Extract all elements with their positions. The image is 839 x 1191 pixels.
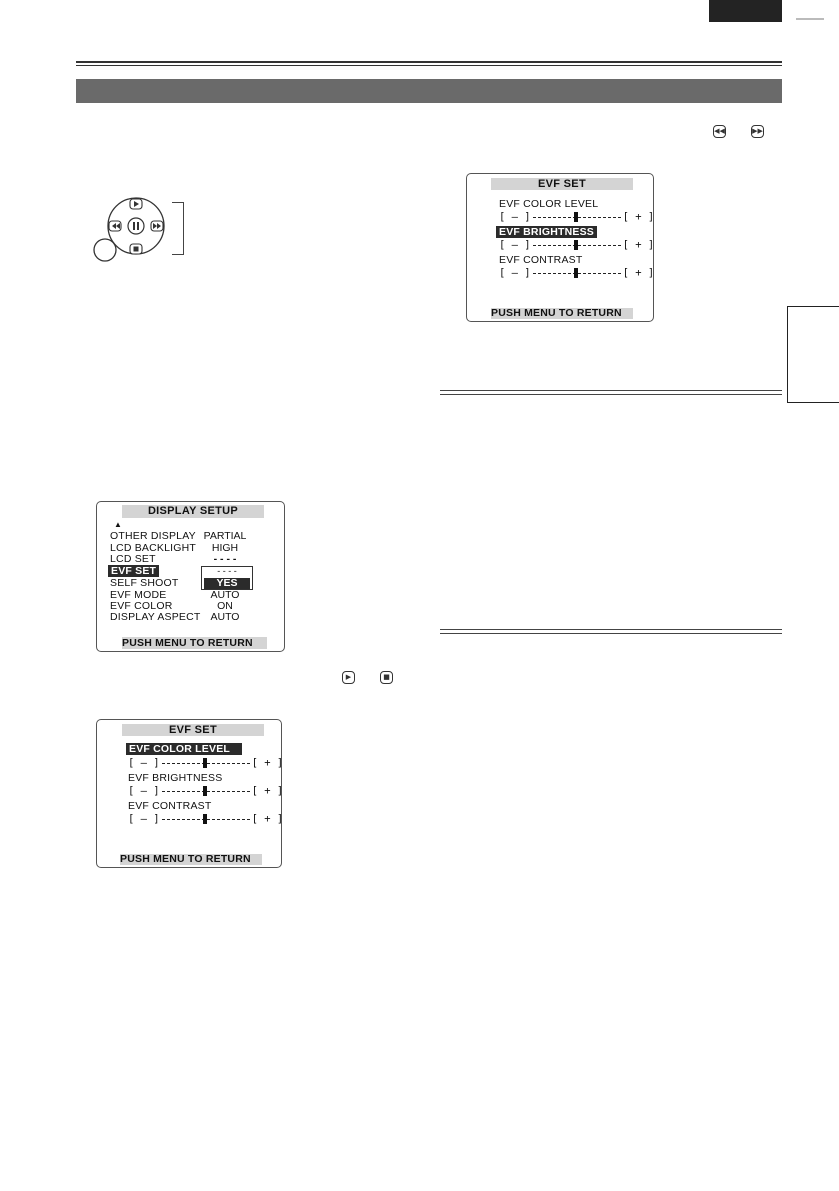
slider-minus-label: [ – ] (499, 239, 531, 251)
panel-title: DISPLAY SETUP (122, 505, 264, 518)
top-rule-thin (76, 65, 782, 66)
menu-item-self-shoot[interactable]: SELF SHOOT (110, 577, 179, 589)
menu-value-evf-color: ON (217, 600, 233, 612)
slider-minus-label: [ – ] (128, 757, 160, 769)
menu-item-evf-color[interactable]: EVF COLOR (110, 600, 173, 612)
panel-footer: PUSH MENU TO RETURN (491, 308, 633, 319)
brightness-slider[interactable] (499, 239, 654, 251)
rewind-icon: ◀◀ (713, 125, 726, 138)
slider-plus-label: [ + ] (622, 239, 655, 251)
slider-track (162, 763, 250, 764)
stop-icon: ■ (380, 671, 393, 684)
note-rule-top (440, 390, 782, 391)
panel-title: EVF SET (491, 178, 633, 190)
slider-knob[interactable] (203, 786, 207, 796)
corner-dash (796, 18, 824, 20)
menu-value-lcd-set: - - - - (213, 553, 237, 565)
slider-knob[interactable] (574, 268, 578, 278)
slider-plus-label: [ + ] (622, 211, 655, 223)
slider-knob[interactable] (203, 814, 207, 824)
section-header-bar (76, 79, 782, 103)
menu-item-evf-color-level[interactable]: EVF COLOR LEVEL (499, 198, 599, 210)
slider-plus-label: [ + ] (622, 267, 655, 279)
menu-value-other-display: PARTIAL (203, 530, 247, 542)
top-rule (76, 61, 782, 63)
evf-set-panel-upper (466, 173, 654, 322)
slider-plus-label: [ + ] (251, 785, 284, 797)
menu-item-evf-set-label: EVF SET (108, 565, 159, 577)
panel-title: EVF SET (122, 724, 264, 736)
color-level-slider[interactable] (128, 757, 283, 769)
slider-track (533, 217, 621, 218)
menu-item-evf-set[interactable] (108, 565, 159, 577)
slider-plus-label: [ + ] (251, 813, 284, 825)
note-rule-top-2 (440, 394, 782, 395)
slider-track (162, 819, 250, 820)
menu-item-display-aspect[interactable]: DISPLAY ASPECT (110, 611, 201, 623)
option-yes[interactable]: YES (204, 578, 250, 589)
slider-minus-label: [ – ] (499, 267, 531, 279)
panel-footer: PUSH MENU TO RETURN (120, 854, 262, 865)
scroll-up-icon: ▲ (114, 520, 123, 529)
menu-value-evf-mode: AUTO (210, 589, 240, 601)
slider-track (162, 791, 250, 792)
button-bracket (172, 202, 184, 255)
slider-track (533, 273, 621, 274)
menu-item-evf-brightness[interactable]: EVF BRIGHTNESS (128, 772, 223, 784)
slider-minus-label: [ – ] (128, 813, 160, 825)
slider-knob[interactable] (574, 240, 578, 250)
menu-item-lcd-set[interactable]: LCD SET (110, 553, 156, 565)
menu-item-evf-mode[interactable]: EVF MODE (110, 589, 167, 601)
contrast-slider[interactable] (128, 813, 283, 825)
note-rule-bottom-2 (440, 633, 782, 634)
display-setup-panel (96, 501, 285, 652)
menu-item-evf-color-level-label: EVF COLOR LEVEL (126, 743, 242, 755)
menu-item-evf-contrast[interactable]: EVF CONTRAST (128, 800, 212, 812)
menu-value-evf-set: - - - - (217, 566, 237, 576)
menu-item-evf-color-level[interactable] (126, 743, 242, 755)
menu-value-lcd-backlight: HIGH (211, 542, 239, 554)
brightness-slider[interactable] (128, 785, 283, 797)
menu-item-evf-brightness[interactable] (496, 226, 597, 238)
note-rule-bottom (440, 629, 782, 630)
menu-item-other-display[interactable]: OTHER DISPLAY (110, 530, 196, 542)
slider-plus-label: [ + ] (251, 757, 284, 769)
menu-item-lcd-backlight[interactable]: LCD BACKLIGHT (110, 542, 197, 554)
page-corner-tab (709, 0, 782, 22)
slider-minus-label: [ – ] (499, 211, 531, 223)
menu-item-evf-contrast[interactable]: EVF CONTRAST (499, 254, 583, 266)
slider-minus-label: [ – ] (128, 785, 160, 797)
color-level-slider[interactable] (499, 211, 654, 223)
menu-item-evf-brightness-label: EVF BRIGHTNESS (496, 226, 597, 238)
slider-track (533, 245, 621, 246)
menu-value-display-aspect: AUTO (210, 611, 240, 623)
play-icon: ▶ (342, 671, 355, 684)
fast-forward-icon: ▶▶ (751, 125, 764, 138)
side-index-tab (787, 306, 839, 403)
evf-set-panel-lower (96, 719, 282, 868)
slider-knob[interactable] (203, 758, 207, 768)
slider-knob[interactable] (574, 212, 578, 222)
panel-footer: PUSH MENU TO RETURN (122, 637, 267, 649)
contrast-slider[interactable] (499, 267, 654, 279)
